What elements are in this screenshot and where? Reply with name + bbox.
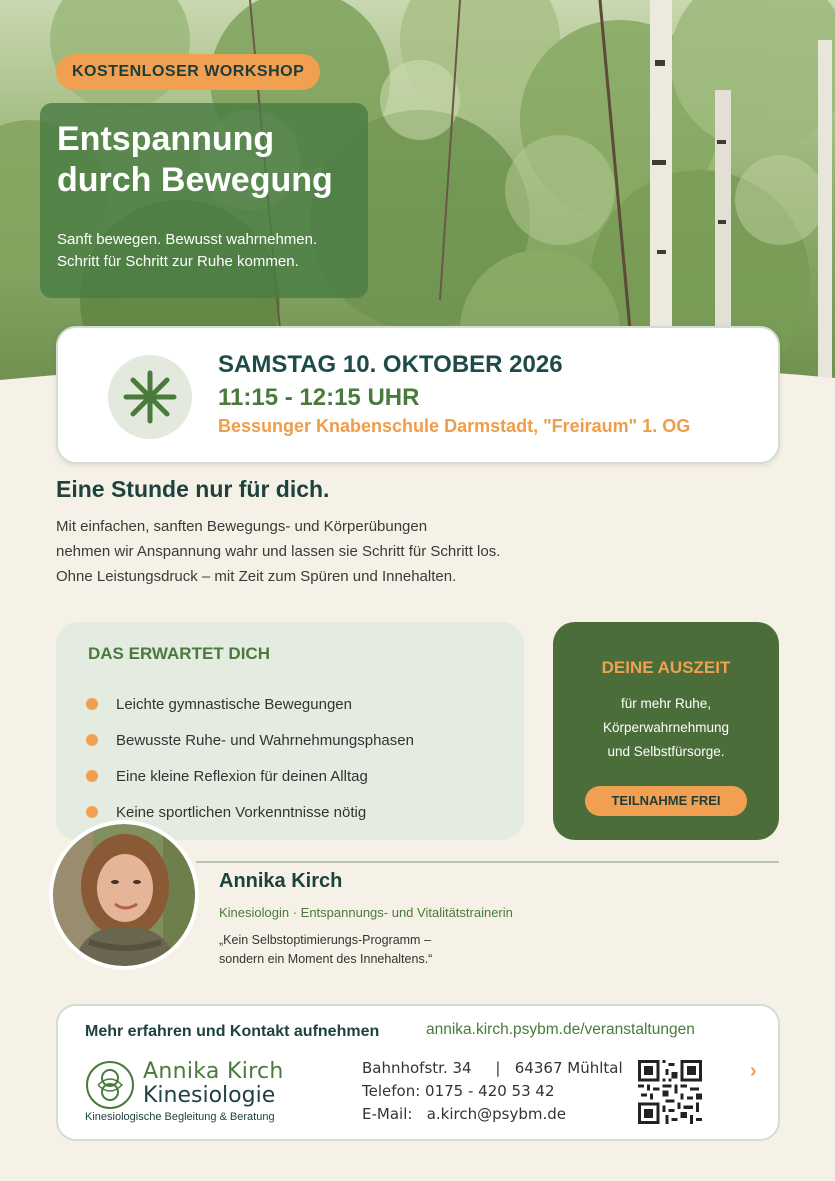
avatar xyxy=(49,820,199,970)
event-time: 11:15 - 12:15 UHR xyxy=(218,384,420,411)
contact-heading: Mehr erfahren und Kontakt aufnehmen xyxy=(85,1023,380,1040)
trainer-quote-line-2: sondern ein Moment des Innehaltens.“ xyxy=(219,952,433,966)
asterisk-icon xyxy=(108,355,192,439)
intro-line: nehmen wir Anspannung wahr und lassen sie Schritt für Schritt los. xyxy=(56,543,501,560)
auszeit-line: Körperwahrnehmung xyxy=(602,720,730,735)
list-item-label: Leichte gymnastische Bewegungen xyxy=(116,695,352,713)
intro-line: Mit einfachen, sanften Bewegungs- und Körperübungen xyxy=(56,518,428,535)
list-item-label: Keine sportlichen Vorkenntnisse nötig xyxy=(116,803,367,821)
bullet-dot-icon xyxy=(86,770,98,782)
bullet-dot-icon xyxy=(86,806,98,818)
chevron-right-icon[interactable]: › xyxy=(750,1060,757,1082)
free-participation-badge: TEILNAHME FREI xyxy=(585,786,747,816)
logo-name: Annika Kirch xyxy=(143,1059,284,1084)
auszeit-heading: DEINE AUSZEIT xyxy=(601,658,731,677)
bullet-dot-icon xyxy=(86,734,98,746)
expect-box xyxy=(56,622,524,840)
event-date: SAMSTAG 10. OKTOBER 2026 xyxy=(218,351,563,378)
event-date-card xyxy=(56,326,780,464)
event-location: Bessunger Knabenschule Darmstadt, "Freiraum" 1. OG xyxy=(218,416,691,436)
intro-heading: Eine Stunde nur für dich. xyxy=(56,476,330,502)
auszeit-line: für mehr Ruhe, xyxy=(620,696,712,711)
intro-line: Ohne Leistungsdruck – mit Zeit zum Spüren und Innehalten. xyxy=(56,568,457,585)
expect-heading: DAS ERWARTET DICH xyxy=(88,644,270,663)
contact-email: E-Mail: a.kirch@psybm.de xyxy=(362,1105,566,1123)
list-item-label: Bewusste Ruhe- und Wahrnehmungsphasen xyxy=(116,731,414,749)
logo-tagline: Kinesiologische Begleitung & Beratung xyxy=(85,1111,275,1123)
auszeit-line: und Selbstfürsorge. xyxy=(607,744,725,759)
contact-address: Bahnhofstr. 34 | 64367 Mühltal xyxy=(362,1059,623,1077)
subtitle-line-1: Sanft bewegen. Bewusst wahrnehmen. xyxy=(57,231,318,248)
subtitle-line-2: Schritt für Schritt zur Ruhe kommen. xyxy=(57,253,299,270)
title-line-1: Entspannung xyxy=(57,120,275,158)
page-title xyxy=(57,119,352,201)
qr-code-icon[interactable] xyxy=(638,1060,702,1124)
trainer-role: Kinesiologin · Entspannungs- und Vitalitätstrainerin xyxy=(219,905,513,920)
trainer-name: Annika Kirch xyxy=(219,870,343,892)
auszeit-box xyxy=(553,622,779,840)
title-line-2: durch Bewegung xyxy=(57,161,333,199)
contact-phone: Telefon: 0175 - 420 53 42 xyxy=(362,1082,555,1100)
logo-icon xyxy=(84,1059,136,1111)
expect-list xyxy=(86,686,414,830)
workshop-badge: KOSTENLOSER WORKSHOP xyxy=(56,54,320,90)
list-item xyxy=(86,686,414,722)
title-panel xyxy=(40,103,368,298)
intro-text xyxy=(56,514,500,589)
logo-subname: Kinesiologie xyxy=(143,1083,276,1108)
list-item xyxy=(86,758,414,794)
divider xyxy=(196,861,779,863)
bullet-dot-icon xyxy=(86,698,98,710)
list-item xyxy=(86,722,414,758)
contact-card xyxy=(56,1004,780,1141)
contact-url-link[interactable]: annika.kirch.psybm.de/veranstaltungen xyxy=(426,1021,695,1038)
trainer-quote-line-1: „Kein Selbstoptimierungs-Programm – xyxy=(219,933,431,947)
list-item-label: Eine kleine Reflexion für deinen Alltag xyxy=(116,767,368,785)
